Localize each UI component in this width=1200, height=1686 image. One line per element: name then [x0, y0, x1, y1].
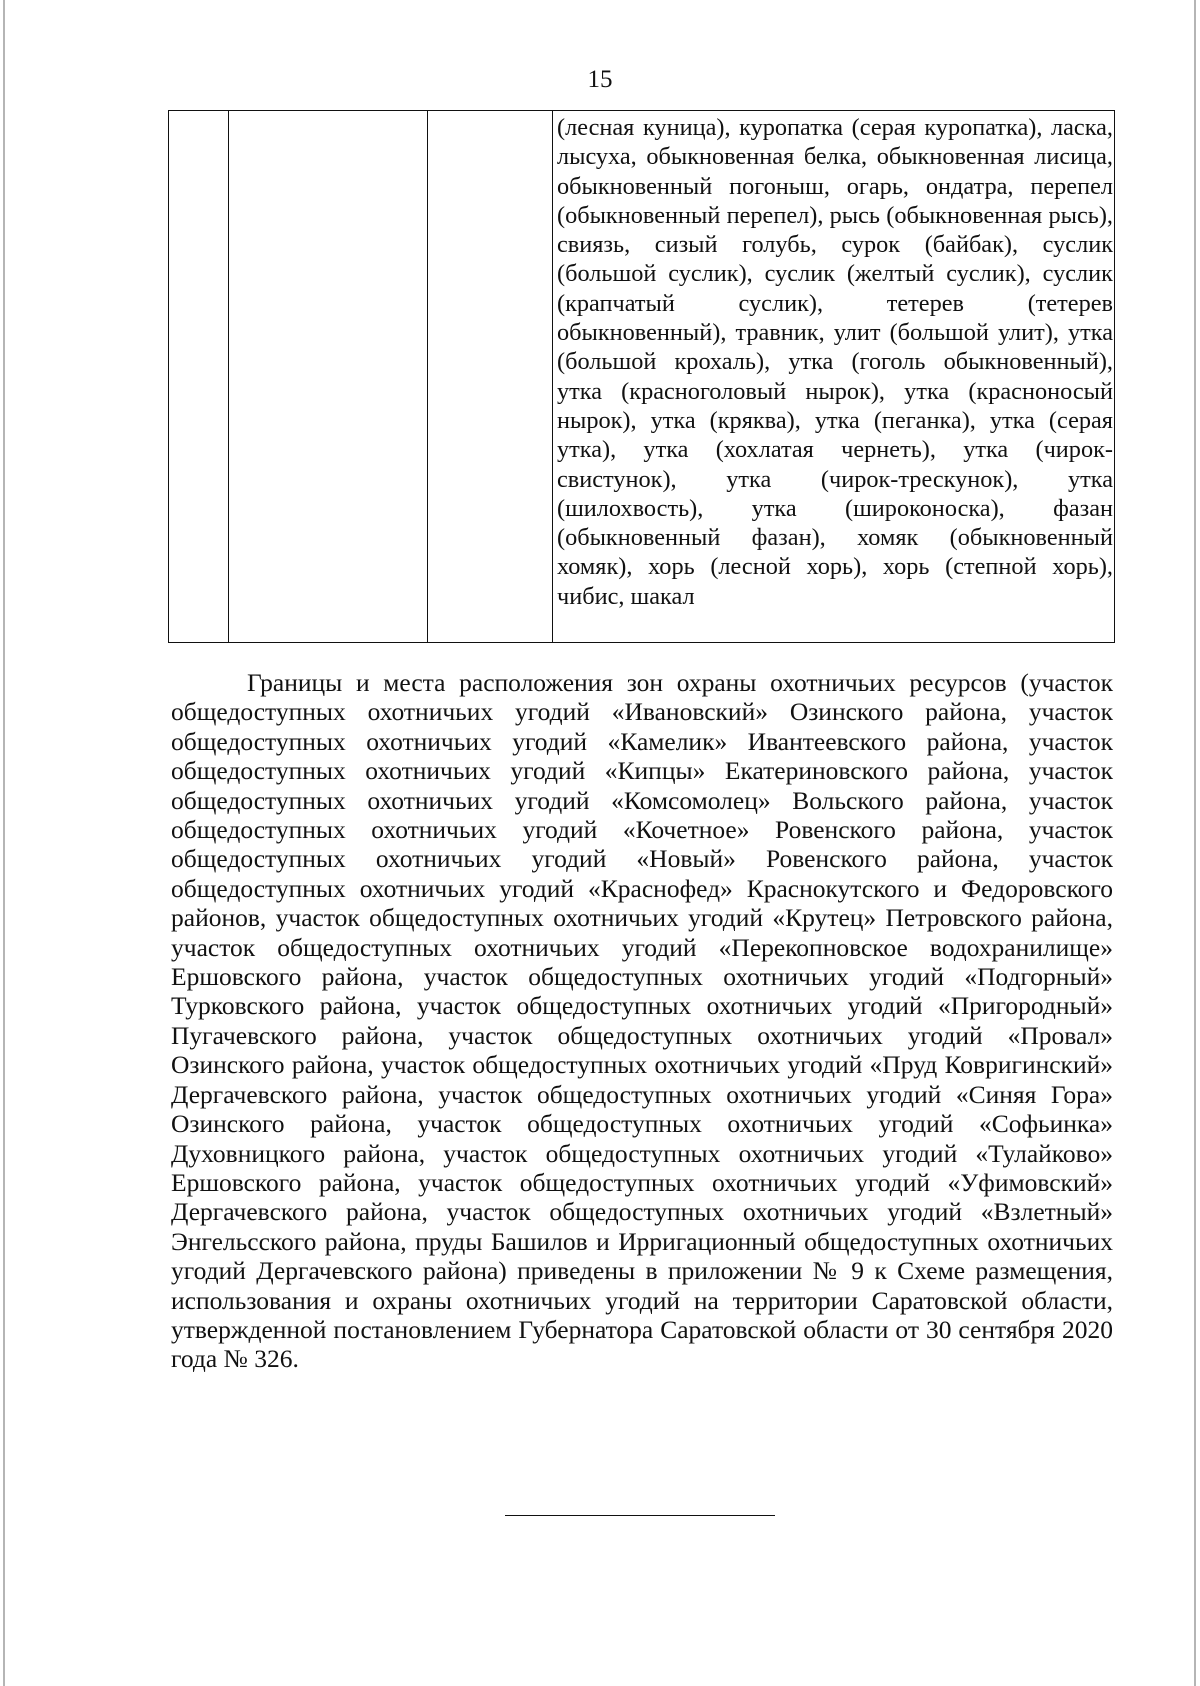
- species-list-cell: (лесная куница), куропатка (серая куропатка), ласка, лысуха, обыкновенная белка, обыкновенная лисица, обыкновенный погоныш, огарь, ондатра, перепел (обыкновенный перепел), рысь (обыкновенная рысь), свиязь, сизый голубь, сурок (байбак), суслик (большой суслик), суслик (желтый суслик), суслик (крапчатый суслик), тетерев (тетерев обыкновенный), травник, улит (большой улит), утка (большой крохаль), утка (гоголь обыкновенный), утка (красноголовый нырок), утка (красноносый нырок), утка (кряква), утка (пеганка), утка (серая утка), утка (хохлатая чернеть), утка (чирок-свистунок), утка (чирок-трескунок), утка (шилохвость), утка (широконоска), фазан (обыкновенный фазан), хомяк (обыкновенный хомяк), хорь (лесной хорь), хорь (степной хорь), чибис, шакал: [553, 111, 1115, 643]
- body-paragraph: Границы и места расположения зон охраны охотничьих ресурсов (участок общедоступных охотничьих угодий «Ивановский» Озинского района, участок общедоступных охотничьих угодий «Камелик» Ивантеевского района, участок общедоступных охотничьих угодий «Кипцы» Екатериновского района, участок общедоступных охотничьих угодий «Комсомолец» Вольского района, участок общедоступных охотничьих угодий «Кочетное» Ровенского района, участок общедоступных охотничьих угодий «Новый» Ровенского района, участок общедоступных охотничьих угодий «Краснофед» Краснокутского и Федоровского районов, участок общедоступных охотничьих угодий «Крутец» Петровского района, участок общедоступных охотничьих угодий «Перекопновское водохранилище» Ершовского района, участок общедоступных охотничьих угодий «Подгорный» Турковского района, участок общедоступных охотничьих угодий «Пригородный» Пугачевского района, участок общедоступных охотничьих угодий «Провал» Озинского района, участок общедоступных охотничьих угодий «Пруд Ковригинский» Дергачевского района, участок общедоступных охотничьих угодий «Синяя Гора» Озинского района, участок общедоступных охотничьих угодий «Софьинка» Духовницкого района, участок общедоступных охотничьих угодий «Тулайково» Ершовского района, участок общедоступных охотничьих угодий «Уфимовский» Дергачевского района, участок общедоступных охотничьих угодий «Взлетный» Энгельсского района, пруды Башилов и Ирригационный общедоступных охотничьих угодий Дергачевского района) приведены в приложении № 9 к Схеме размещения, использования и охраны охотничьих угодий на территории Саратовской области, утвержденной постановлением Губернатора Саратовской области от 30 сентября 2020 года № 326.: [171, 668, 1113, 1374]
- end-divider-line: [505, 1515, 775, 1516]
- table-cell-empty-3: [428, 111, 553, 643]
- scan-edge-left: [3, 0, 5, 1686]
- table-cell-empty-1: [169, 111, 229, 643]
- table-cell-empty-2: [229, 111, 428, 643]
- table-row: [169, 111, 1115, 643]
- page-number: 15: [587, 66, 613, 93]
- species-table: [168, 110, 1115, 643]
- scan-edge-right: [1194, 0, 1196, 1686]
